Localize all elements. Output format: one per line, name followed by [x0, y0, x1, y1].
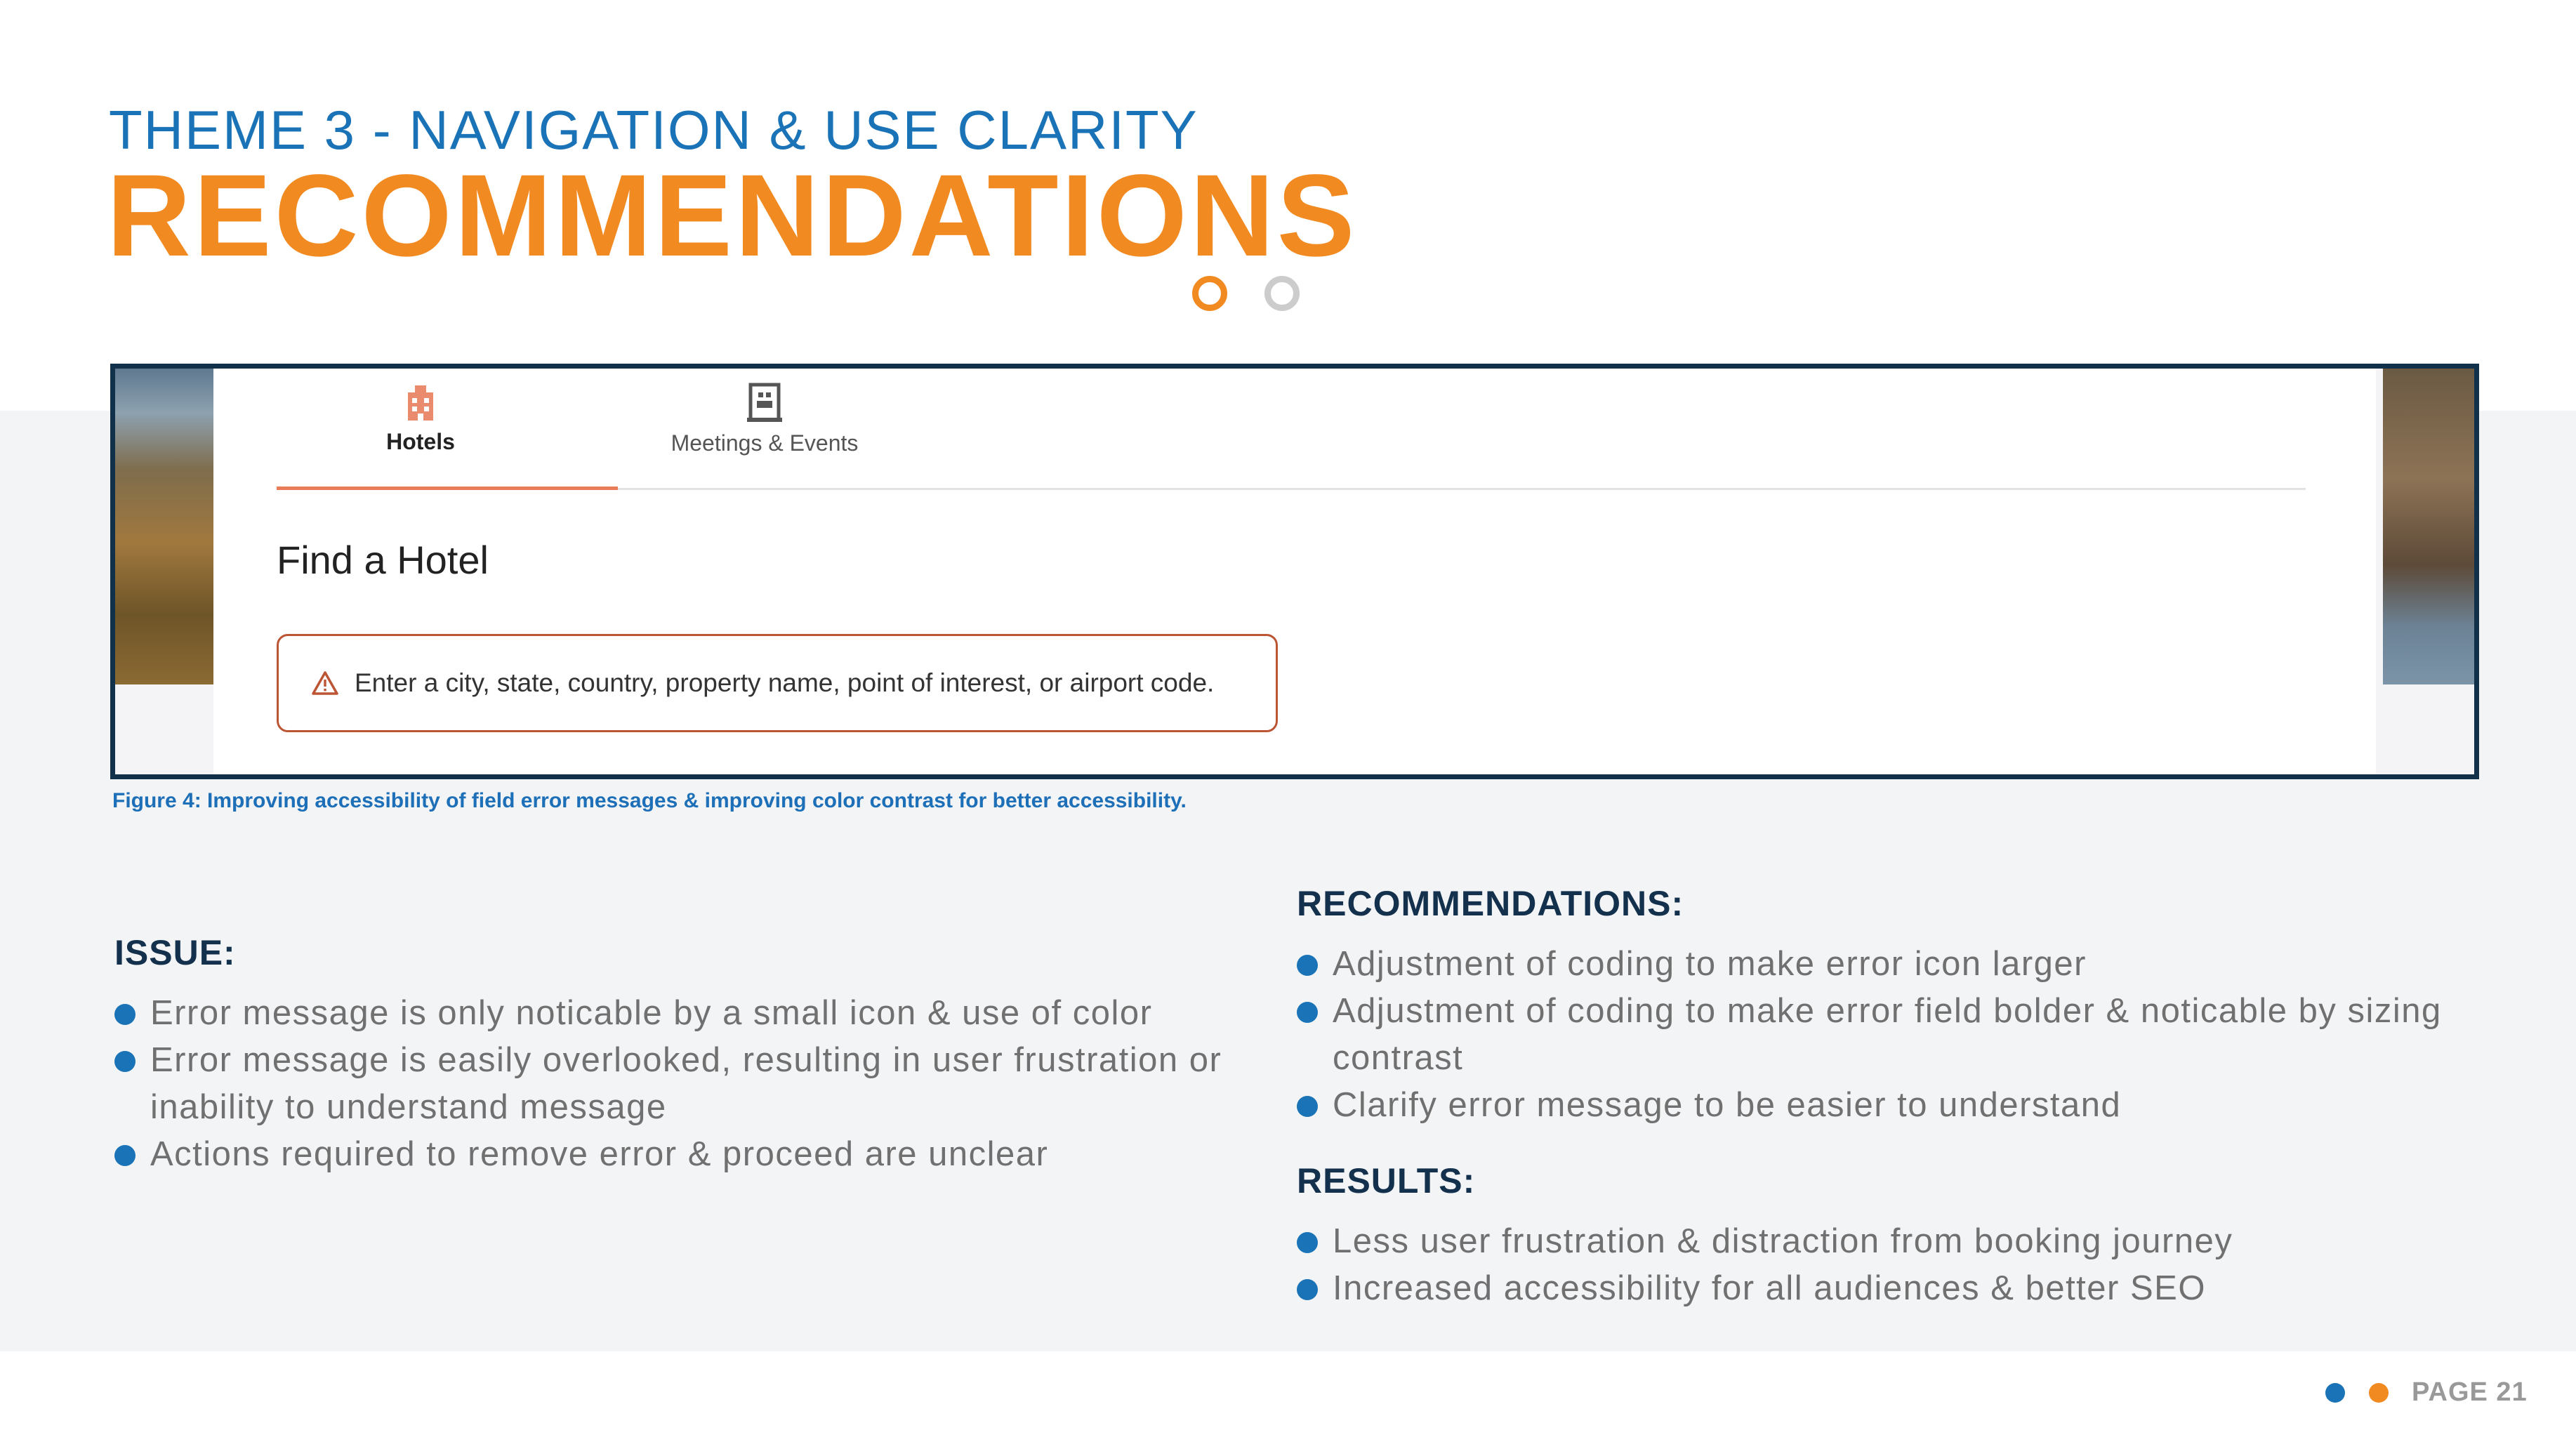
bullet-dot-icon [1297, 1002, 1318, 1023]
footer-dot-orange-icon [2369, 1383, 2389, 1403]
results-list [1297, 1218, 2490, 1312]
bullet-dot-icon [114, 1145, 136, 1166]
list-item [1297, 1082, 2490, 1129]
tab-label: Meetings & Events [671, 430, 859, 456]
list-item-text: Increased accessibility for all audiences & better SEO [1333, 1269, 2206, 1307]
tab-meetings-events[interactable] [593, 383, 937, 456]
tab-hotels[interactable] [249, 383, 593, 455]
hotel-building-icon [405, 383, 436, 421]
results-heading: RESULTS: [1297, 1161, 1476, 1200]
list-item [114, 990, 1273, 1037]
background-photo-left [115, 369, 213, 684]
meetings-events-icon [747, 383, 782, 422]
theme-subtitle: THEME 3 - NAVIGATION & USE CLARITY [109, 99, 1198, 161]
ring-gray-icon [1264, 276, 1300, 311]
tab-active-indicator [277, 487, 618, 490]
bullet-dot-icon [1297, 1096, 1318, 1117]
list-item [114, 1037, 1273, 1131]
background-photo-right [2383, 369, 2474, 684]
bullet-dot-icon [1297, 1279, 1318, 1300]
destination-error-field[interactable] [277, 634, 1278, 732]
list-item [1297, 1218, 2490, 1265]
page-number: PAGE 21 [2412, 1377, 2528, 1407]
bullet-dot-icon [1297, 955, 1318, 976]
issue-list [114, 990, 1273, 1178]
list-item [1297, 1265, 2490, 1312]
list-item-text: Less user frustration & distraction from booking journey [1333, 1222, 2233, 1260]
list-item [1297, 941, 2490, 988]
figure-caption: Figure 4: Improving accessibility of field error messages & improving color contrast for better accessibility. [112, 789, 1187, 812]
list-item-text: Adjustment of coding to make error icon larger [1333, 945, 2087, 983]
issue-heading: ISSUE: [114, 933, 236, 972]
find-hotel-heading: Find a Hotel [277, 538, 489, 582]
recommendations-list [1297, 941, 2490, 1129]
figure-screenshot [110, 364, 2479, 779]
bullet-dot-icon [1297, 1232, 1318, 1253]
list-item [114, 1131, 1273, 1178]
tab-label: Hotels [386, 429, 455, 454]
error-message: Enter a city, state, country, property name, point of interest, or airport code. [355, 668, 1215, 697]
bullet-dot-icon [114, 1004, 136, 1025]
list-item-text: Actions required to remove error & proceed are unclear [150, 1135, 1049, 1173]
search-card [213, 369, 2376, 774]
footer-dot-blue-icon [2325, 1383, 2345, 1403]
page-title: RECOMMENDATIONS [107, 151, 1358, 281]
list-item-text: Adjustment of coding to make error field bolder & noticable by sizing contrast [1333, 992, 2442, 1077]
warning-triangle-icon [311, 670, 339, 696]
list-item-text: Error message is only noticable by a small icon & use of color [150, 994, 1153, 1032]
ring-orange-icon [1192, 276, 1227, 311]
list-item-text: Error message is easily overlooked, resulting in user frustration or inability to understand message [150, 1041, 1222, 1126]
list-item [1297, 988, 2490, 1082]
list-item-text: Clarify error message to be easier to understand [1333, 1086, 2122, 1124]
recommendations-heading: RECOMMENDATIONS: [1297, 884, 1684, 923]
bullet-dot-icon [114, 1051, 136, 1072]
